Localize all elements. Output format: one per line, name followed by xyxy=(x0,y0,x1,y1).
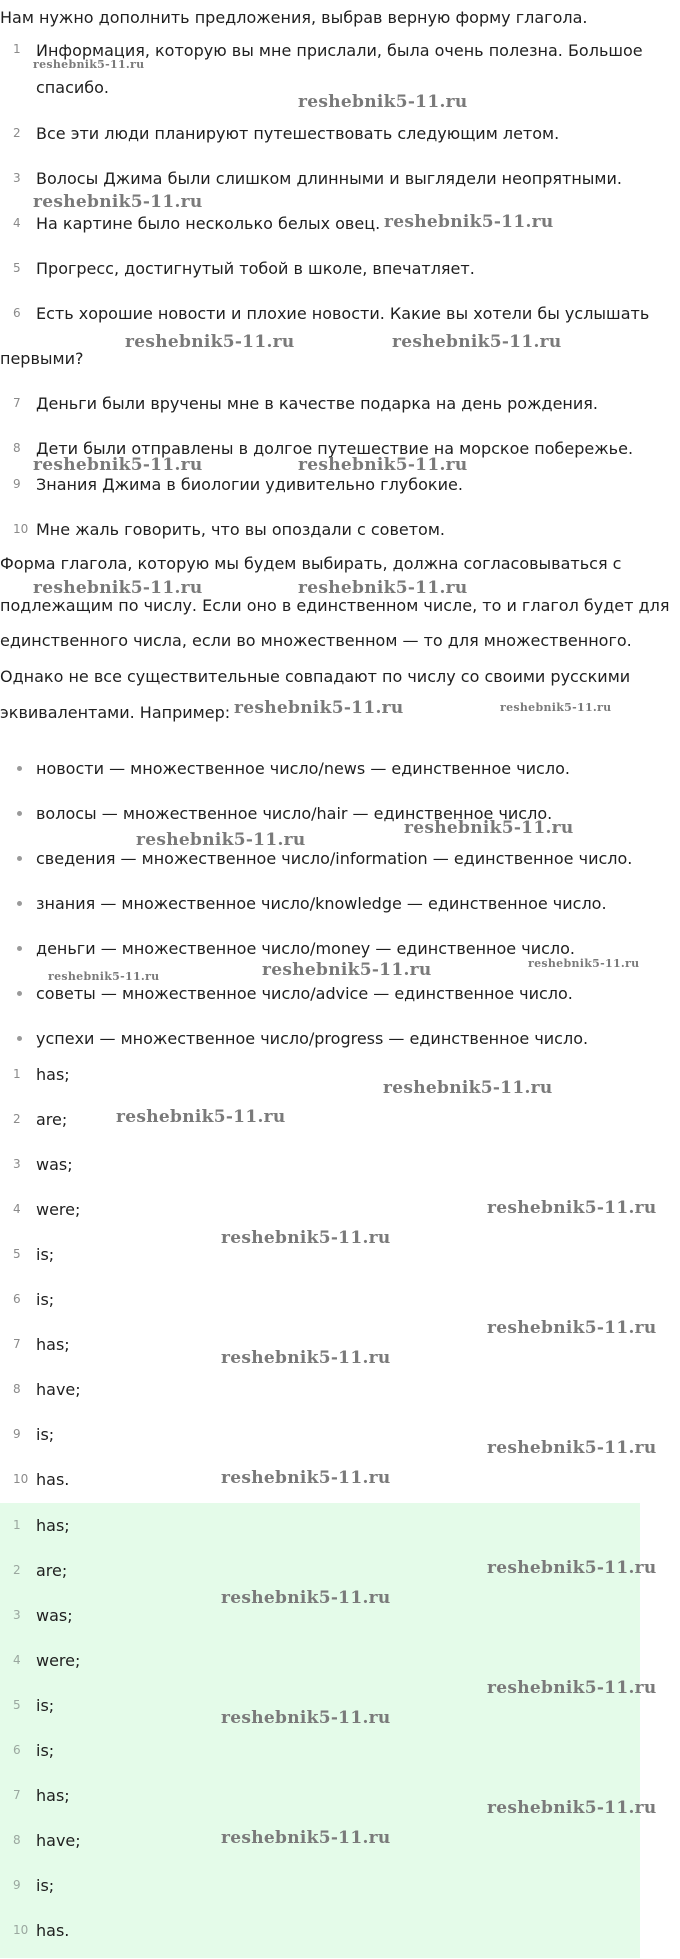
item-number: 4 xyxy=(13,1202,21,1216)
list-item xyxy=(0,791,680,836)
paragraph-line: Форма глагола, которую мы будем выбирать, должна согласовываться с xyxy=(0,554,622,573)
answer-value: have; xyxy=(36,1831,81,1850)
answer-value: are; xyxy=(36,1110,68,1129)
item-number: 9 xyxy=(13,477,21,491)
watermark: reshebnik5-11.ru xyxy=(221,1828,391,1848)
paragraph-line: Однако не все существительные совпадают по числу со своими русскими xyxy=(0,667,631,686)
watermark: reshebnik5-11.ru xyxy=(33,58,145,71)
sentence-text: Информация, которую вы мне прислали, была очень полезна. Большое xyxy=(36,41,643,60)
bullet-icon xyxy=(17,901,22,906)
item-number: 3 xyxy=(13,1608,21,1622)
answer-value: has; xyxy=(36,1065,70,1084)
watermark: reshebnik5-11.ru xyxy=(48,970,160,983)
watermark: reshebnik5-11.ru xyxy=(33,455,203,475)
watermark: reshebnik5-11.ru xyxy=(487,1558,657,1578)
sentence-text: На картине было несколько белых овец. xyxy=(36,214,381,233)
watermark: reshebnik5-11.ru xyxy=(383,1078,553,1098)
list-item xyxy=(0,246,672,291)
item-number: 6 xyxy=(13,1292,21,1306)
answer-value: has; xyxy=(36,1335,70,1354)
watermark: reshebnik5-11.ru xyxy=(125,332,295,352)
item-number: 7 xyxy=(13,1788,21,1802)
watermark: reshebnik5-11.ru xyxy=(221,1348,391,1368)
item-number: 3 xyxy=(13,171,21,185)
watermark: reshebnik5-11.ru xyxy=(487,1798,657,1818)
sentence-text: Знания Джима в биологии удивительно глубокие. xyxy=(36,475,463,494)
watermark: reshebnik5-11.ru xyxy=(500,701,612,714)
answer-value: has; xyxy=(36,1516,70,1535)
list-item xyxy=(0,291,672,381)
item-number: 9 xyxy=(13,1427,21,1441)
paragraph-line: подлежащим по числу. Если оно в единственном числе, то и глагол будет для xyxy=(0,596,670,615)
sentence-text: первыми? xyxy=(0,349,84,368)
list-item xyxy=(0,507,672,552)
answer-value: were; xyxy=(36,1651,81,1670)
list-item xyxy=(0,381,672,426)
item-number: 5 xyxy=(13,1698,21,1712)
answer-row xyxy=(0,1503,640,1548)
bullet-icon xyxy=(17,946,22,951)
item-number: 4 xyxy=(13,216,21,230)
sentence-text: спасибо. xyxy=(36,78,109,97)
bullet-text: советы — множественное число/advice — единственное число. xyxy=(36,984,573,1003)
list-item xyxy=(0,881,680,926)
bullet-icon xyxy=(17,991,22,996)
watermark: reshebnik5-11.ru xyxy=(404,818,574,838)
answer-value: has; xyxy=(36,1786,70,1805)
watermark: reshebnik5-11.ru xyxy=(487,1678,657,1698)
bullet-icon xyxy=(17,766,22,771)
answer-value: is; xyxy=(36,1245,55,1264)
answer-row xyxy=(0,1277,680,1322)
item-number: 2 xyxy=(13,1112,21,1126)
paragraph-line: единственного числа, если во множественном — то для множественного. xyxy=(0,631,632,650)
watermark: reshebnik5-11.ru xyxy=(298,92,468,112)
item-number: 6 xyxy=(13,1743,21,1757)
paragraph-line: эквивалентами. Например: xyxy=(0,703,231,722)
bullet-text: новости — множественное число/news — единственное число. xyxy=(36,759,570,778)
answer-value: is; xyxy=(36,1876,55,1895)
answer-value: is; xyxy=(36,1741,55,1760)
answer-value: is; xyxy=(36,1696,55,1715)
item-number: 1 xyxy=(13,1067,21,1081)
answer-value: has. xyxy=(36,1470,70,1489)
answer-value: were; xyxy=(36,1200,81,1219)
item-number: 10 xyxy=(13,1923,29,1937)
answer-value: was; xyxy=(36,1155,73,1174)
item-number: 5 xyxy=(13,261,21,275)
item-number: 4 xyxy=(13,1653,21,1667)
sentence-text: Все эти люди планируют путешествовать следующим летом. xyxy=(36,124,560,143)
item-number: 8 xyxy=(13,1382,21,1396)
list-item xyxy=(0,746,680,791)
task-intro: Нам нужно дополнить предложения, выбрав верную форму глагола. xyxy=(0,8,588,27)
answer-list xyxy=(0,1052,680,1502)
answer-value: has. xyxy=(36,1921,70,1940)
item-number: 1 xyxy=(13,42,21,56)
sentence-text: Дети были отправлены в долгое путешествие на морское побережье. xyxy=(36,439,634,458)
item-number: 8 xyxy=(13,441,21,455)
answer-row xyxy=(0,1367,680,1412)
answer-row xyxy=(0,1142,680,1187)
answer-value: is; xyxy=(36,1425,55,1444)
item-number: 7 xyxy=(13,396,21,410)
item-number: 3 xyxy=(13,1157,21,1171)
watermark: reshebnik5-11.ru xyxy=(234,698,404,718)
answer-value: was; xyxy=(36,1606,73,1625)
watermark: reshebnik5-11.ru xyxy=(136,830,306,850)
answer-row xyxy=(0,1908,640,1953)
watermark: reshebnik5-11.ru xyxy=(487,1438,657,1458)
bullet-text: сведения — множественное число/information — единственное число. xyxy=(36,849,633,868)
watermark: reshebnik5-11.ru xyxy=(221,1468,391,1488)
watermark: reshebnik5-11.ru xyxy=(221,1588,391,1608)
answer-row xyxy=(0,1638,640,1683)
item-number: 5 xyxy=(13,1247,21,1261)
bullet-text: деньги — множественное число/money — единственное число. xyxy=(36,939,575,958)
item-number: 1 xyxy=(13,1518,21,1532)
watermark: reshebnik5-11.ru xyxy=(384,212,554,232)
bullet-text: волосы — множественное число/hair — единственное число. xyxy=(36,804,553,823)
answer-value: is; xyxy=(36,1290,55,1309)
item-number: 2 xyxy=(13,1563,21,1577)
sentence-text: Деньги были вручены мне в качестве подарка на день рождения. xyxy=(36,394,598,413)
item-number: 2 xyxy=(13,126,21,140)
item-number: 8 xyxy=(13,1833,21,1847)
watermark: reshebnik5-11.ru xyxy=(487,1318,657,1338)
watermark: reshebnik5-11.ru xyxy=(221,1708,391,1728)
list-item xyxy=(0,111,672,156)
bullet-list xyxy=(0,746,680,1061)
bullet-icon xyxy=(17,856,22,861)
answer-value: have; xyxy=(36,1380,81,1399)
watermark: reshebnik5-11.ru xyxy=(262,960,432,980)
item-number: 9 xyxy=(13,1878,21,1892)
sentence-text: Прогресс, достигнутый тобой в школе, впечатляет. xyxy=(36,259,475,278)
item-number: 10 xyxy=(13,522,29,536)
answer-value: are; xyxy=(36,1561,68,1580)
watermark: reshebnik5-11.ru xyxy=(116,1107,286,1127)
watermark: reshebnik5-11.ru xyxy=(528,957,640,970)
watermark: reshebnik5-11.ru xyxy=(33,192,203,212)
sentence-text: Волосы Джима были слишком длинными и выглядели неопрятными. xyxy=(36,169,622,188)
item-number: 10 xyxy=(13,1472,29,1486)
watermark: reshebnik5-11.ru xyxy=(33,578,203,598)
watermark: reshebnik5-11.ru xyxy=(298,578,468,598)
watermark: reshebnik5-11.ru xyxy=(392,332,562,352)
bullet-icon xyxy=(17,811,22,816)
bullet-text: успехи — множественное число/progress — единственное число. xyxy=(36,1029,589,1048)
sentence-text: Мне жаль говорить, что вы опоздали с советом. xyxy=(36,520,445,539)
answer-row xyxy=(0,1097,680,1142)
list-item xyxy=(0,836,680,881)
answer-row xyxy=(0,1863,640,1908)
item-number: 6 xyxy=(13,306,21,320)
bullet-icon xyxy=(17,1036,22,1041)
bullet-text: знания — множественное число/knowledge — единственное число. xyxy=(36,894,607,913)
answer-row xyxy=(0,1728,640,1773)
watermark: reshebnik5-11.ru xyxy=(298,455,468,475)
answer-row xyxy=(0,1052,680,1097)
watermark: reshebnik5-11.ru xyxy=(487,1198,657,1218)
sentence-text: Есть хорошие новости и плохие новости. Какие вы хотели бы услышать xyxy=(36,304,650,323)
item-number: 7 xyxy=(13,1337,21,1351)
watermark: reshebnik5-11.ru xyxy=(221,1228,391,1248)
